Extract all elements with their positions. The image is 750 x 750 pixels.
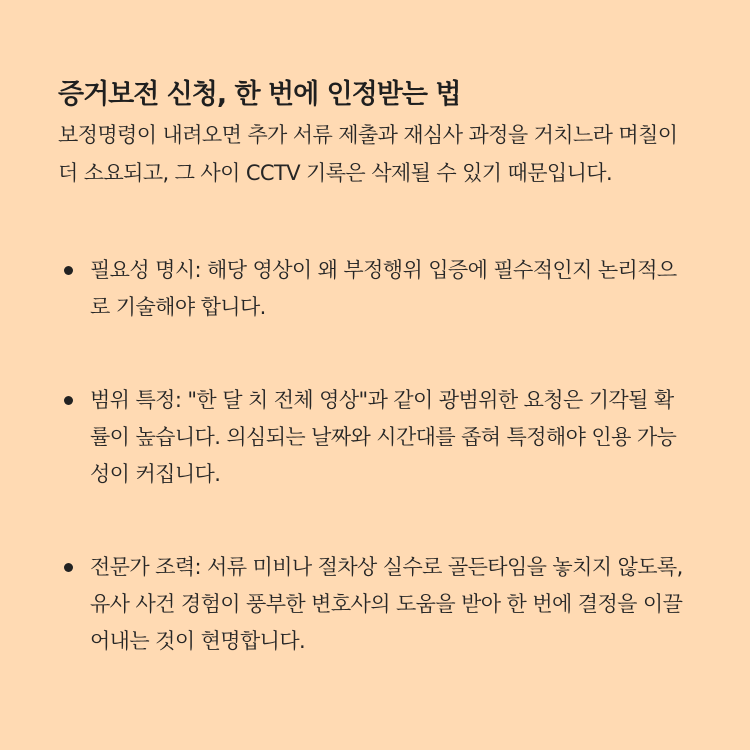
tips-list xyxy=(58,252,692,660)
list-item xyxy=(58,382,692,493)
tip-text: 필요성 명시: 해당 영상이 왜 부정행위 입증에 필수적인지 논리적으로 기술해야 합니다. xyxy=(90,258,677,319)
tip-text: 범위 특정: "한 달 치 전체 영상"과 같이 광범위한 요청은 기각될 확률이 높습니다. 의심되는 날짜와 시간대를 좁혀 특정해야 인용 가능성이 커집니다. xyxy=(90,388,677,486)
tip-text: 전문가 조력: 서류 미비나 절차상 실수로 골든타임을 놓치지 않도록, 유사 사건 경험이 풍부한 변호사의 도움을 받아 한 번에 결정을 이끌어내는 것이 현명합니다. xyxy=(90,555,683,653)
bullet-icon xyxy=(64,266,73,275)
page-title: 증거보전 신청, 한 번에 인정받는 법 xyxy=(58,79,461,110)
bullet-icon xyxy=(64,396,73,405)
list-item xyxy=(58,549,692,660)
list-item xyxy=(58,252,692,326)
intro-paragraph: 보정명령이 내려오면 추가 서류 제출과 재심사 과정을 거치느라 며칠이 더 소요되고, 그 사이 CCTV 기록은 삭제될 수 있기 때문입니다. xyxy=(58,123,678,185)
bullet-icon xyxy=(64,563,73,572)
